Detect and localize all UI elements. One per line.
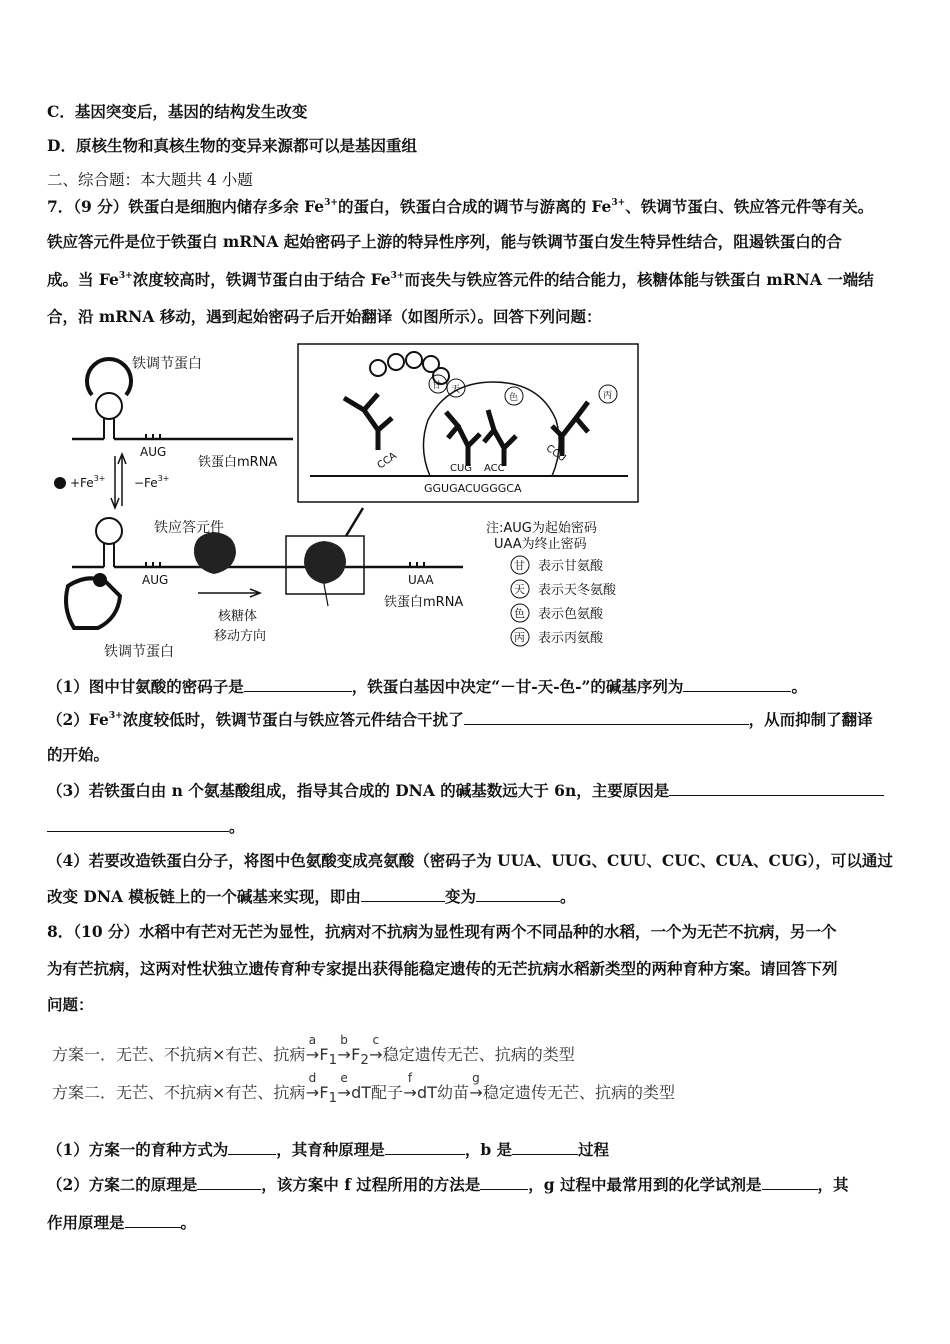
svg-text:丙: 丙 (514, 631, 525, 644)
svg-text:甘: 甘 (514, 559, 525, 572)
ferritin-translation-figure (48, 338, 648, 663)
answer-blank[interactable] (476, 886, 560, 902)
label-cca: CCA (375, 450, 399, 472)
answer-blank[interactable] (197, 1174, 261, 1190)
trna-2 (446, 412, 480, 466)
answer-blank[interactable] (683, 676, 791, 692)
q8-stem-line1: 8．（10 分）水稻中有芒对无芒为显性，抗病对不抗病为显性现有两个不同品种的水稻，一个为无芒不抗病，另一个 (47, 922, 837, 941)
label-acc: ACC (484, 463, 505, 474)
answer-blank[interactable] (669, 780, 884, 796)
q7-sub4: （4）若要改造铁蛋白分子，将图中色氨酸变成亮氨酸（密码子为 UUA、UUG、CUU、CUC、CUA、CUG），可以通过 (47, 851, 893, 870)
answer-blank[interactable] (125, 1212, 181, 1228)
ribosome-2 (304, 541, 346, 584)
q8-sub2-cont: 作用原理是 。 (47, 1213, 197, 1232)
answer-blank[interactable] (480, 1174, 528, 1190)
iron-regulatory-protein-top (87, 359, 131, 395)
label-minus-fe: $-Fe^{3+}$ (134, 474, 170, 490)
iron-regulatory-protein-bottom (66, 578, 120, 628)
q7-sub2-cont: 的开始。 (47, 745, 110, 764)
q7-stem-line3: 成。当 $Fe^{3+}$浓度较高时，铁调节蛋白由于结合 $Fe^{3+}$而丧失与铁应答元件的结合能力，核糖体能与铁蛋白 mRNA 一端结 (47, 270, 874, 289)
svg-text:天: 天 (514, 583, 525, 596)
q8-stem-line3: 问题： (47, 995, 94, 1014)
label-iron-reg-bottom: 铁调节蛋白 (104, 644, 174, 660)
note-line2: UAA为终止密码 (494, 537, 587, 552)
answer-blank[interactable] (385, 1139, 465, 1155)
q7-stem-line4: 合，沿 mRNA 移动，遇到起始密码子后开始翻译（如图所示）。回答下列问题： (47, 307, 602, 326)
legend-se: 表示色氨酸 (538, 607, 604, 622)
option-d: D．原核生物和真核生物的变异来源都可以是基因重组 (47, 136, 417, 155)
label-aug-bottom: AUG (142, 573, 169, 587)
q8-stem-line2: 为有芒抗病，这两对性状独立遗传育种专家提出获得能稳定遗传的无芒抗病水稻新类型的两种育种方案。请回答下列 (47, 959, 838, 978)
label-direction: 移动方向 (214, 629, 267, 644)
q8-sub1: （1）方案一的育种方式为 ，其育种原理是 ，b 是 过程 (47, 1140, 610, 1159)
breeding-scheme-2: 方案二．无芒、不抗病×有芒、抗病 d $\to F_1$ e →dT配子 f →dT幼苗 g →稳定遗传无芒、抗病的类型 (52, 1071, 675, 1107)
label-ccu: CCU (543, 442, 568, 465)
answer-blank[interactable] (512, 1139, 578, 1155)
label-mrna-bottom: 铁蛋白mRNA (384, 595, 464, 610)
aa-gan: 甘 (432, 381, 442, 391)
answer-blank[interactable] (464, 709, 749, 725)
label-aug-top: AUG (140, 445, 167, 459)
aa-tian: 天 (451, 385, 461, 395)
option-c: C．基因突变后，基因的结构发生改变 (47, 102, 308, 121)
answer-blank[interactable] (244, 676, 352, 692)
answer-blank[interactable] (228, 1139, 276, 1155)
legend-bing: 表示丙氨酸 (538, 631, 604, 646)
answer-blank[interactable] (762, 1174, 818, 1190)
label-ire: 铁应答元件 (154, 520, 224, 536)
label-iron-reg-top: 铁调节蛋白 (132, 356, 202, 372)
stem-loop-top (96, 393, 122, 419)
q7-sub2: $(2)Fe^{3+}$浓度较低时，铁调节蛋白与铁应答元件结合干扰了 ，从而抑制了翻译 (47, 710, 873, 729)
q7-sub1: （1）图中甘氨酸的密码子是 ，铁蛋白基因中决定“－甘-天-色-”的碱基序列为 。 (47, 677, 807, 696)
trna-1 (344, 394, 392, 450)
label-uaa: UAA (408, 573, 434, 587)
label-cug: CUG (450, 463, 473, 474)
breeding-scheme-1: 方案一．无芒、不抗病×有芒、抗病 a $\to F_1$ b $\to F_2$ c →稳定遗传无芒、抗病的类型 (52, 1033, 575, 1069)
q8-sub2: （2）方案二的原理是 ，该方案中 f 过程所用的方法是 ，g 过程中最常用到的化学试剂是 ，其 (47, 1175, 849, 1194)
label-ribosome: 核糖体 (218, 609, 258, 624)
answer-blank[interactable] (361, 886, 445, 902)
section-title: 二、综合题：本大题共 4 小题 (47, 171, 253, 189)
legend-tian: 表示天冬氨酸 (538, 583, 617, 598)
aa-bing: 丙 (603, 391, 613, 401)
note-line1: 注:AUG为起始密码 (486, 521, 597, 536)
label-plus-fe: $+Fe^{3+}$ (70, 474, 106, 490)
label-mrna-top: 铁蛋白mRNA (198, 455, 278, 470)
q7-sub3-cont: 。 (47, 816, 245, 837)
q7-stem-line2: 铁应答元件是位于铁蛋白 mRNA 起始密码子上游的特异性序列，能与铁调节蛋白发生特异性结合，阻遏铁蛋白的合 (47, 232, 842, 251)
label-sequence: GGUGACUGGGCA (424, 482, 522, 495)
stem-loop-bottom (96, 518, 122, 544)
trna-3 (484, 410, 516, 466)
svg-text:色: 色 (514, 607, 525, 620)
q7-sub3: （3）若铁蛋白由 n 个氨基酸组成，指导其合成的 DNA 的碱基数远大于 6n，主要原因是 (47, 780, 884, 801)
q7-sub4-cont: 改变 DNA 模板链上的一个碱基来实现，即由 变为 。 (47, 887, 576, 906)
translation-detail-box (298, 344, 638, 502)
answer-blank[interactable] (47, 816, 229, 832)
aa-se: 色 (509, 393, 519, 403)
q7-stem-line1: 7．（9 分）铁蛋白是细胞内储存多余 $Fe^{3+}$的蛋白，铁蛋白合成的调节与游离的 $Fe^{3+}$、铁调节蛋白、铁应答元件等有关。 (47, 197, 874, 216)
legend-gan: 表示甘氨酸 (538, 559, 604, 574)
